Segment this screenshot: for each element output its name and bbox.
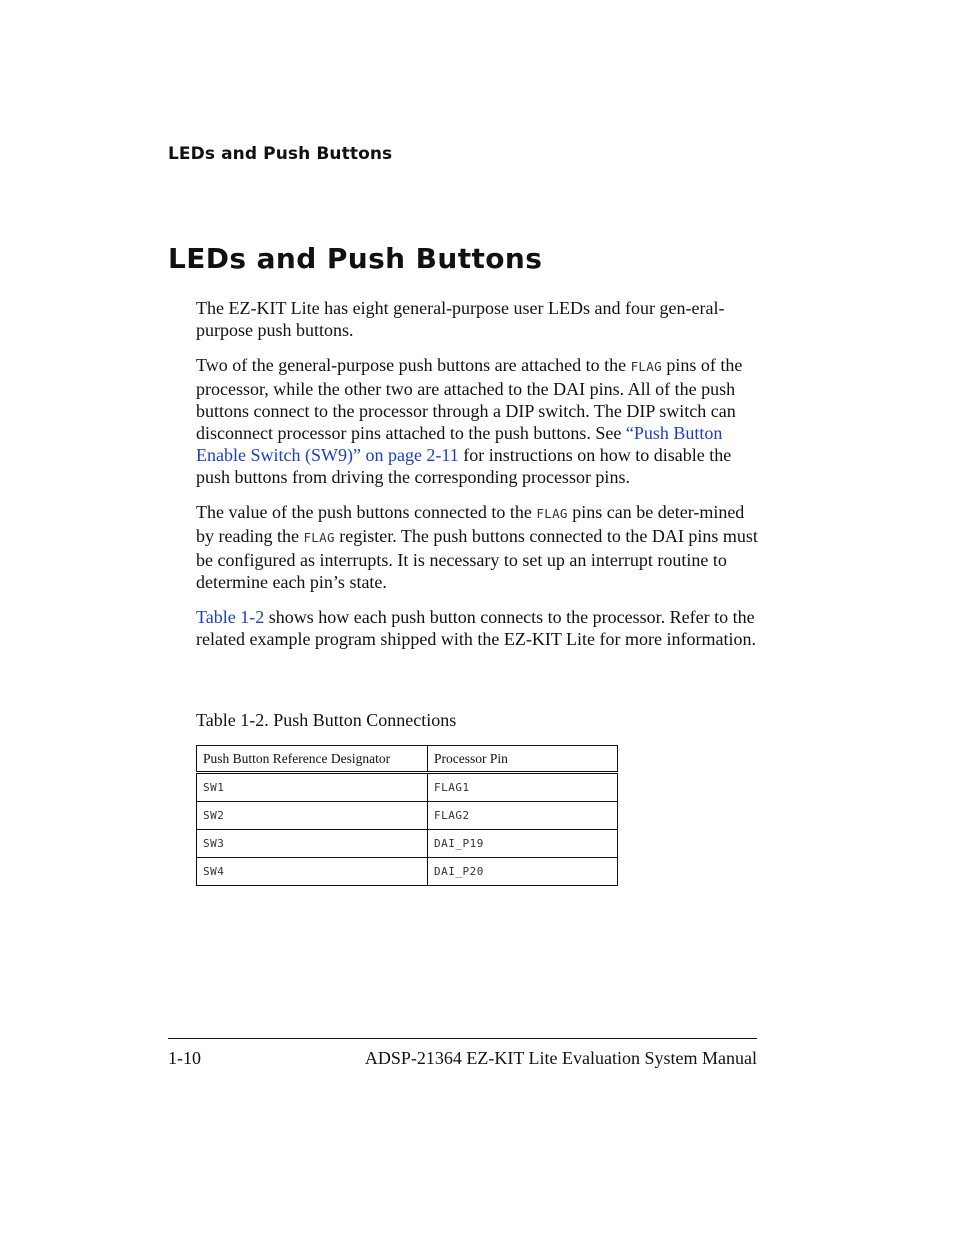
footer-manual-title: ADSP-21364 EZ-KIT Lite Evaluation System Manual [364, 1048, 757, 1068]
table-cell: SW1 [197, 773, 428, 802]
footer-page-number: 1-10 [168, 1048, 201, 1068]
table-1-2-link[interactable]: Table 1-2 [196, 607, 265, 627]
table-row [197, 830, 618, 858]
paragraph-flag-register [196, 501, 758, 593]
flag-register-name: FLAG [303, 530, 335, 545]
table-cell: FLAG2 [428, 802, 618, 830]
table-cell: DAI_P20 [428, 858, 618, 886]
text-segment: The value of the push buttons connected to the [196, 502, 537, 522]
body-text [196, 297, 758, 663]
text-segment: shows how each push button connects to the processor. Refer to the related example program shipped with the EZ-KIT Lite for more information. [196, 607, 756, 649]
section-title: LEDs and Push Buttons [168, 242, 543, 275]
text-segment: Two of the general-purpose push buttons are attached to the [196, 355, 631, 375]
table-row [197, 802, 618, 830]
paragraph-push-buttons [196, 354, 758, 488]
flag-register-name: FLAG [630, 359, 662, 374]
column-header: Processor Pin [428, 746, 618, 773]
flag-register-name: FLAG [536, 506, 568, 521]
table-cell: SW4 [197, 858, 428, 886]
text-segment: for instructions on how to disable the push buttons from driving the corresponding processor pins. [196, 445, 732, 487]
paragraph-table-reference [196, 606, 758, 650]
push-button-enable-switch-link[interactable]: “Push Button Enable Switch (SW9)” on page 2-11 [196, 423, 723, 465]
table-row [197, 773, 618, 802]
footer-divider [168, 1038, 757, 1039]
table-cell: SW2 [197, 802, 428, 830]
text-segment: pins of the processor, while the other two are attached to the DAI pins. All of the push buttons connect to the processor through a DIP switch. The DIP switch can disconnect processor pins attached to the push buttons. See [196, 355, 743, 443]
table-caption: Table 1-2. Push Button Connections [196, 710, 457, 730]
table-cell: FLAG1 [428, 773, 618, 802]
push-button-connections-table [196, 745, 618, 886]
text-segment: register. The push buttons connected to the DAI pins must be configured as interrupts. It is necessary to set up an interrupt routine to determine each pin’s state. [196, 526, 758, 592]
table-header-row [197, 746, 618, 773]
paragraph-intro: The EZ-KIT Lite has eight general-purpose user LEDs and four gen-eral-purpose push buttons. [196, 298, 725, 340]
running-header: LEDs and Push Buttons [168, 144, 393, 164]
table-cell: DAI_P19 [428, 830, 618, 858]
column-header: Push Button Reference Designator [197, 746, 428, 773]
table-row [197, 858, 618, 886]
table-cell: SW3 [197, 830, 428, 858]
text-segment: pins can be deter-mined by reading the [196, 502, 745, 546]
